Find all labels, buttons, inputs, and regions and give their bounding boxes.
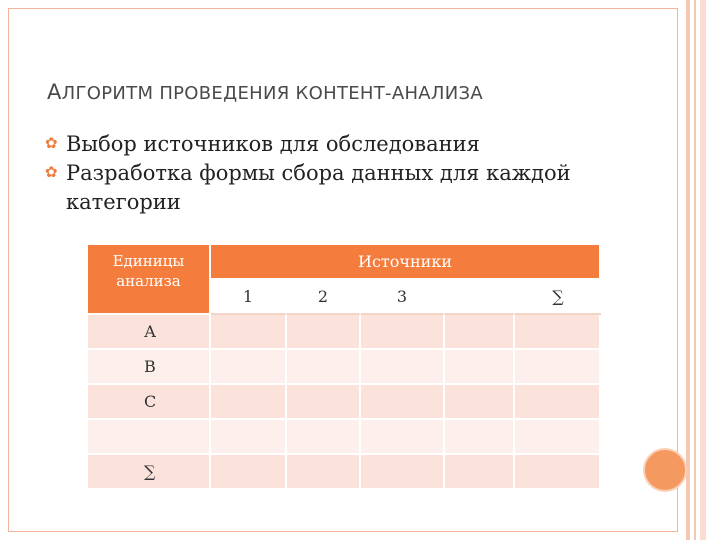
table-cell [515, 455, 601, 490]
bullet-text: Разработка формы сбора данных для каждой категории [66, 161, 571, 214]
decor-line [700, 0, 706, 540]
source-col-4 [445, 280, 515, 315]
sources-header: Источники [211, 245, 601, 280]
table-cell [287, 455, 361, 490]
title-first-letter: А [47, 80, 62, 104]
source-col-sum: ∑ [515, 280, 601, 315]
table-cell [445, 315, 515, 350]
bullet-item [45, 130, 645, 159]
table-cell [287, 315, 361, 350]
table-cell [445, 420, 515, 455]
table-cell [287, 350, 361, 385]
table-cell [211, 350, 287, 385]
table-row [88, 385, 601, 420]
source-col-1: 1 [211, 280, 287, 315]
table-cell [515, 420, 601, 455]
table-cell [211, 455, 287, 490]
decor-line [694, 0, 696, 540]
table-cell [361, 455, 445, 490]
table-cell [445, 350, 515, 385]
table-row [88, 420, 601, 455]
decor-line [686, 0, 690, 540]
table-cell [445, 455, 515, 490]
source-col-2: 2 [287, 280, 361, 315]
bullet-text: Выбор источников для обследования [66, 132, 480, 156]
table-cell [287, 420, 361, 455]
table-cell [515, 350, 601, 385]
table-cell [361, 315, 445, 350]
unit-header [88, 245, 211, 315]
gear-icon: ✿ [45, 163, 58, 181]
source-col-3: 3 [361, 280, 445, 315]
table-cell [287, 385, 361, 420]
title-rest: ЛГОРИТМ ПРОВЕДЕНИЯ КОНТЕНТ-АНАЛИЗА [61, 83, 483, 104]
table-cell [211, 385, 287, 420]
table-cell [211, 315, 287, 350]
table-cell [515, 385, 601, 420]
table-cell [361, 385, 445, 420]
row-label [88, 420, 211, 455]
table-cell [361, 420, 445, 455]
slide-title [47, 80, 483, 104]
table-row [88, 455, 601, 490]
analysis-table [88, 245, 601, 490]
bullet-list [45, 130, 645, 217]
row-label: ∑ [88, 455, 211, 490]
unit-header-text: Единицы анализа [112, 252, 185, 290]
table-row [88, 315, 601, 350]
table-cell [515, 315, 601, 350]
gear-icon: ✿ [45, 134, 58, 152]
decor-circle [643, 448, 687, 492]
table-cell [445, 385, 515, 420]
table-cell [361, 350, 445, 385]
bullet-item [45, 159, 645, 217]
table-cell [211, 420, 287, 455]
table-row [88, 350, 601, 385]
row-label: В [88, 350, 211, 385]
row-label: С [88, 385, 211, 420]
row-label: А [88, 315, 211, 350]
